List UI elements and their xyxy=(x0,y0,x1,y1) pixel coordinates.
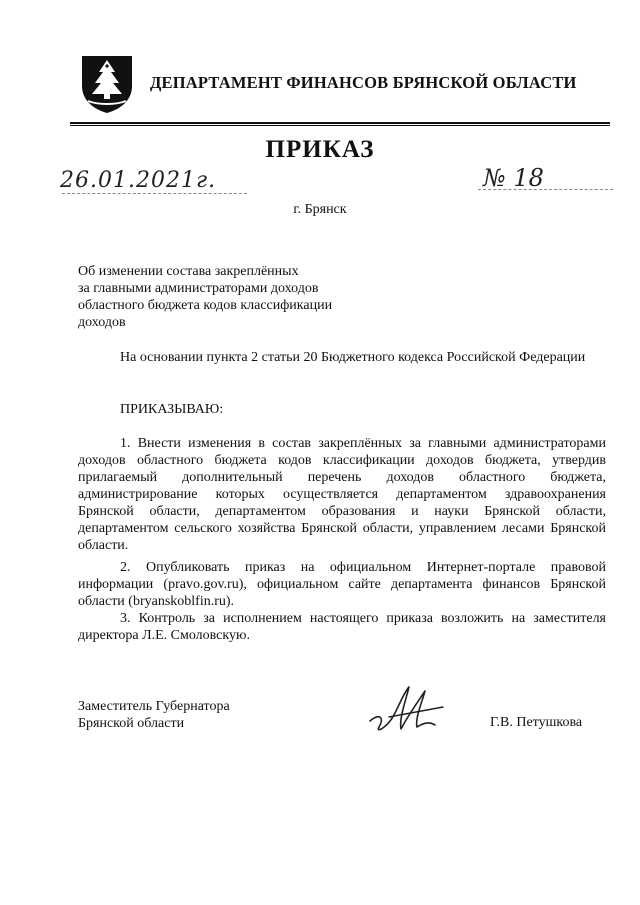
department-name: ДЕПАРТАМЕНТ ФИНАНСОВ БРЯНСКОЙ ОБЛАСТИ xyxy=(150,73,577,92)
subject-line: за главными администраторами доходов xyxy=(78,281,319,296)
handwritten-signature xyxy=(365,683,455,738)
signatory-name: Г.В. Петушкова xyxy=(490,715,583,730)
subject-line: доходов xyxy=(78,315,126,330)
legal-basis: На основании пункта 2 статьи 20 Бюджетного кодекса Российской Федерации xyxy=(120,350,586,365)
order-word: ПРИКАЗЫВАЮ: xyxy=(120,402,224,417)
order-item-2: 2. Опубликовать приказ на официальном Интернет-портале правовой информации (pravo.gov.ru), официальном сайте департамента финансов Брянской области (bryanskoblfin.ru). xyxy=(78,560,606,609)
document-date: 26.01.2021г. xyxy=(60,168,217,193)
position-line: Брянской области xyxy=(78,716,185,731)
date-underline xyxy=(62,193,247,194)
subject-line: Об изменении состава закреплённых xyxy=(78,264,299,279)
header-divider xyxy=(70,122,610,126)
position-line: Заместитель Губернатора xyxy=(78,699,230,714)
order-item-3: 3. Контроль за исполнением настоящего приказа возложить на заместителя директора Л.Е. Смоловскую. xyxy=(78,611,606,643)
order-item-1: 1. Внести изменения в состав закреплённых за главными администраторами доходов областного бюджета кодов классификации доходов бюджета, утвердив прилагаемый дополнительный перечень доходов областного бюджета, администрирование которых осуществляется департаментом здравоохранения Брянской области, департаментом образования и науки Брянской области, департаментом сельского хозяйства Брянской области, управлением лесами Брянской области. xyxy=(78,436,606,553)
number-underline xyxy=(478,189,613,190)
document-title: ПРИКАЗ xyxy=(265,136,375,163)
signatory-position xyxy=(78,698,338,732)
subject-line: областного бюджета кодов классификации xyxy=(78,298,333,313)
city: г. Брянск xyxy=(293,202,347,217)
document-subject xyxy=(78,263,418,331)
document-number: № 18 xyxy=(483,164,544,192)
coat-of-arms-icon xyxy=(78,52,136,114)
